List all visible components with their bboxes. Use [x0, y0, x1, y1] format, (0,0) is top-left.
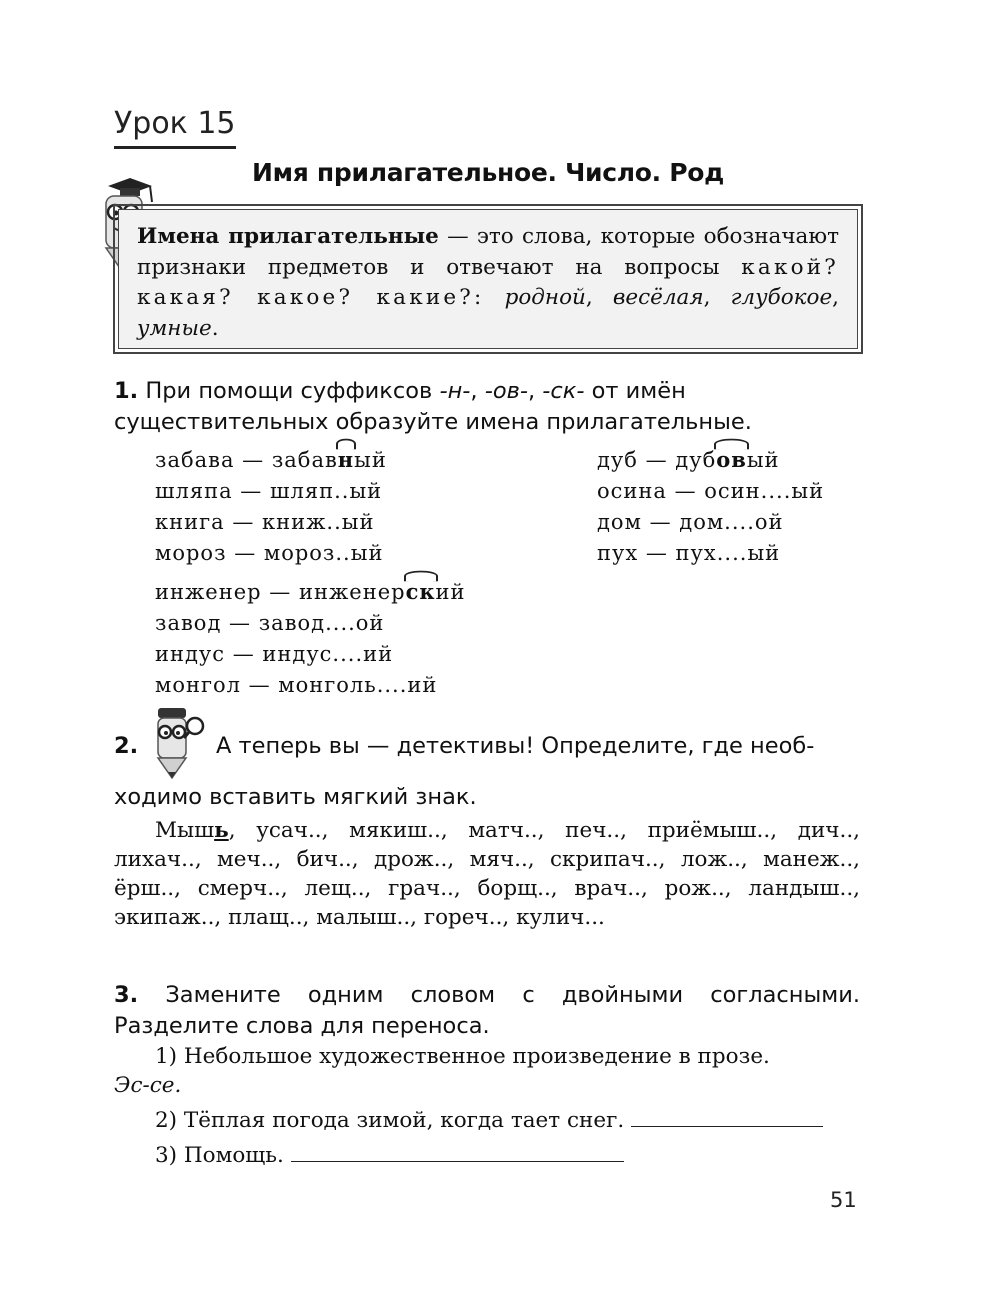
suffix: -н- [439, 378, 471, 404]
answer-blank[interactable] [291, 1141, 624, 1162]
word-pair: монгол — монголь....ий [155, 673, 438, 697]
rule-example: весёлая [612, 285, 704, 310]
rule-definition: — это слова, которые обозначают признаки предметов и отвечают на вопросы [137, 224, 839, 280]
task1-left-column [155, 444, 387, 569]
task2-number: 2. [114, 733, 139, 759]
word-pair: завод — завод....ой [155, 611, 385, 635]
detective-pencil-icon [150, 706, 208, 782]
lesson-title: Урок 15 [114, 104, 236, 149]
answer-blank[interactable] [631, 1106, 823, 1127]
task2-instruction-line1: А теперь вы — детективы! Определите, где необ- [216, 733, 815, 759]
task3-item-1: 1) Небольшое художественное произведение в прозе. Эс-се. [114, 1042, 860, 1100]
task2-instruction-line2: ходимо вставить мягкий знак. [114, 784, 477, 810]
word-pair: дом — дом....ой [597, 510, 784, 534]
rule-text: Имена прилагательные — это слова, которые обозначают признаки предметов и отвечают на вопросы какой? какая? какое? какие?: родной, весёлая, глубокое, умные. [118, 209, 858, 349]
word-pair: книга — книж..ый [155, 510, 375, 534]
word-pair: шляпа — шляп..ый [155, 479, 383, 503]
rule-questions: какой? какая? какое? какие?: [137, 254, 839, 310]
rule-term: Имена прилагательные [137, 224, 439, 249]
page-number: 51 [830, 1188, 857, 1212]
word-pair: индус — индус....ий [155, 642, 394, 666]
task1-instruction: 1. При помощи суффиксов -н-, -ов-, -ск- от имён существительных образуйте имена прилагательные. [114, 378, 752, 435]
rule-example: умные [137, 315, 212, 341]
word-pair: пух — пух....ый [597, 541, 781, 565]
task3-number: 3. [114, 982, 139, 1008]
word-pair: мороз — мороз..ый [155, 541, 384, 565]
rule-example: глубокое [730, 285, 833, 310]
word-pair: инженер — инженерский [155, 576, 466, 608]
rule-example: родной [504, 285, 586, 310]
task3-item-3: 3) Помощь. [155, 1141, 624, 1170]
task2-words: Мышь, усач.., мякиш.., матч.., печ.., приёмыш.., дич.., лихач.., меч.., бич.., дрож.., мяч.., скрипач.., лож.., манеж.., ёрш.., смерч.., лещ.., грач.., борщ.., врач.., рож.., ландыш.., экипаж.., плащ.., малыш.., гореч.., кулич... [114, 818, 860, 930]
task3-instruction: 3. Замените одним словом с двойными согласными. Разделите слова для переноса. [114, 982, 861, 1039]
rule-box [113, 204, 863, 354]
task1-number: 1. [114, 378, 139, 404]
suffix: -ск- [542, 378, 585, 404]
task1-bottom-column [155, 576, 466, 701]
task1-right-column [597, 444, 824, 569]
word-pair: забава — забавный [155, 444, 387, 476]
word-pair: дуб — дубовый [597, 444, 824, 476]
topic-title: Имя прилагательное. Число. Род [252, 158, 724, 187]
task3-item-2: 2) Тёплая погода зимой, когда тает снег. [155, 1106, 860, 1135]
task3-answer-1: Эс-се. [114, 1073, 182, 1098]
word-pair: осина — осин....ый [597, 479, 825, 503]
suffix: -ов- [484, 378, 528, 404]
